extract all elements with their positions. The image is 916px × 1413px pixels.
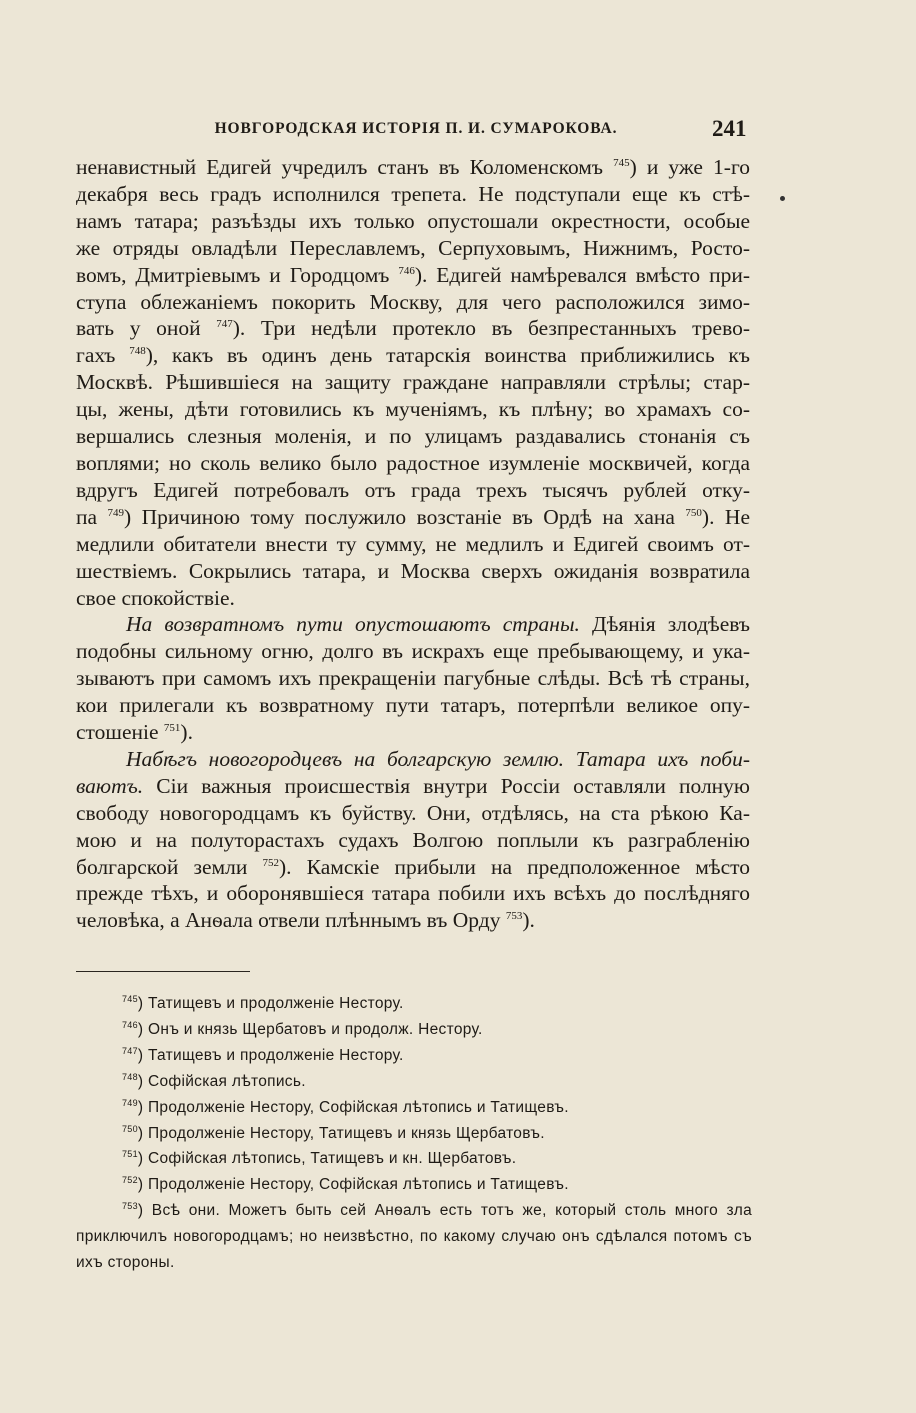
text-line: медлили обитатели внести ту сумму, не медлилъ и Едигей своимъ от- [76,531,750,556]
running-head: НОВГОРОДСКАЯ ИСТОРІЯ П. И. СУМАРОКОВА. [214,120,618,137]
text-line [76,154,750,181]
text-line: шествіемъ. Сокрылись татара, и Москва сверхъ ожиданія возвратила [76,558,750,583]
footnote-ref-749: 749 [107,506,125,519]
text-span: вомъ, Дмитріевымъ и Городцомъ [76,262,399,287]
footnote-number: 749 [122,1097,138,1108]
footnote-ref-750: 750 [685,506,702,519]
text-line: подобны сильному огню, долго въ искрахъ еще пребывающему, и ука- [76,639,750,664]
text-line: кои прилегали къ возвратному пути татаръ, потерпѣли великое опу- [76,693,750,718]
paragraph-2 [76,611,750,746]
footnote [76,1043,752,1069]
text-span: Сіи важныя происшествія внутри Россіи оставляли полную [143,773,750,798]
text-line [76,773,750,800]
text-line: зываютъ при самомъ ихъ прекращеніи пагубные слѣды. Всѣ тѣ страны, [76,666,750,691]
footnote [76,1069,752,1095]
text-line: цы, жены, дѣти готовились къ мученіямъ, къ плѣну; во храмахъ со- [76,397,750,422]
text-span: па [76,504,108,529]
text-span: ). Камскіе прибыли на предположенное мѣсто [279,854,750,879]
main-text [76,154,750,934]
text-span: стошеніе [76,720,164,745]
footnote [76,991,752,1017]
paragraph-3 [76,746,750,934]
footnote-text: ) Всѣ они. Можетъ быть сей Анѳалъ есть тотъ же, который столь много зла приключилъ новогородцамъ; но неизвѣстно, по какому случаю онъ сдѣлался потомъ съ ихъ стороны. [76,1202,752,1272]
text-line [76,262,750,289]
footnote-text: ) Татищевъ и продолженіе Нестору. [137,1046,404,1064]
text-span: болгарской земли [76,854,263,879]
footnote [76,1172,752,1198]
footnote-text: ) Онъ и князь Щербатовъ и продолж. Нестору. [137,1020,483,1038]
text-span: гахъ [76,343,130,368]
text-span: ). Не [701,504,750,529]
text-line: вдругъ Едигей потребовалъ отъ града трехъ тысячъ рублей отку- [76,477,750,502]
text-line: мою и на полуторастахъ судахъ Волгою поплыли къ разграбленію [76,827,750,852]
text-span: вать у оной [76,316,217,341]
footnote [76,1095,752,1121]
text-line [76,719,750,746]
footnote-text: ) Продолженіе Нестору, Софійская лѣтопись и Татищевъ. [137,1098,569,1116]
text-line [76,746,750,773]
footnote [76,1017,752,1043]
text-line [76,342,750,369]
footnotes [76,991,752,1276]
footnote-text: ) Продолженіе Нестору, Софійская лѣтопись и Татищевъ. [137,1176,569,1194]
text-line: ступа облежаніемъ покорить Москву, для чего расположился зимо- [76,289,750,314]
section-title: На возвратномъ пути опустошаютъ страны. [126,612,580,637]
section-title-cont: ваютъ. [76,773,144,798]
footnote-ref-751: 751 [163,721,181,734]
text-span: человѣка, а Анѳала отвели плѣннымъ въ Орду [76,908,506,933]
footnote-number: 752 [122,1175,138,1186]
footnote-text: ) Продолженіе Нестору, Татищевъ и князь Щербатовъ. [137,1124,545,1142]
footnote-text: ) Софійская лѣтопись. [137,1072,306,1090]
footnote-number: 748 [122,1071,138,1082]
text-line: свободу новогородцамъ къ буйству. Они, отдѣлясь, на ста рѣкою Ка- [76,800,750,825]
footnote [76,1146,752,1172]
text-span: ). [522,908,535,933]
page-header [76,116,756,146]
footnote-number: 745 [122,993,138,1004]
footnote-ref-753: 753 [505,910,523,923]
footnote-ref-746: 746 [398,264,415,277]
text-span: ), какъ въ одинъ день татарскія воинства приближились къ [145,343,750,368]
paragraph-1 [76,154,750,611]
text-span: ). Три недѣли протекло въ безпрестанныхъ трево- [232,316,750,341]
text-line [76,315,750,342]
footnote-number: 750 [122,1123,138,1134]
text-line: намъ татара; разъѣзды ихъ только опустошали окрестности, особые [76,208,750,233]
footnote-ref-745: 745 [613,156,630,169]
text-span: ) Причиною тому послужило возстаніе въ Ордѣ на хана [124,504,686,529]
footnote [76,1121,752,1147]
text-line: декабря весь градъ исполнился трепета. Не подступали еще къ стѣ- [76,181,750,206]
text-line [76,854,750,881]
text-line: прежде тѣхъ, и оборонявшіеся татара побили ихъ всѣхъ до послѣдняго [76,881,750,906]
text-line: же отряды овладѣли Переславлемъ, Серпуховымъ, Нижнимъ, Росто- [76,235,750,260]
footnote-number: 751 [122,1149,138,1160]
section-title: Набѣгъ новогородцевъ на болгарскую землю. Татара ихъ поби- [126,746,750,771]
text-span: ). [180,720,193,745]
footnote-number: 747 [122,1045,138,1056]
text-line: Москвѣ. Рѣшившіеся на защиту граждане направляли стрѣлы; стар- [76,370,750,395]
text-span: Дѣянія злодѣевъ [579,612,750,637]
footnote-number: 753 [122,1201,138,1212]
footnote-ref-748: 748 [129,345,146,358]
footnote-ref-747: 747 [216,318,233,331]
footnote-ref-752: 752 [262,856,280,869]
text-line: вершались слезныя моленія, и по улицамъ раздавались стонанія съ [76,424,750,449]
footnote-number: 746 [122,1019,138,1030]
text-line: воплями; но сколь велико было радостное изумленіе москвичей, когда [76,450,750,475]
text-span: ненавистный Едигей учредилъ станъ въ Коломенскомъ [76,155,614,179]
footnote-text: ) Софійская лѣтопись, Татищевъ и кн. Щербатовъ. [137,1150,517,1168]
page-number: 241 [712,116,747,141]
footnote [76,1198,752,1276]
footnote-text: ) Татищевъ и продолженіе Нестору. [137,995,404,1012]
text-span: ). Едигей намѣревался вмѣсто при- [414,262,750,287]
text-line: свое спокойствіе. [76,585,235,610]
text-span: ) и уже 1-го [629,155,750,179]
margin-mark [780,196,785,201]
text-line [76,907,750,934]
footnote-divider [76,971,250,972]
text-line [76,611,750,638]
text-line [76,504,750,531]
